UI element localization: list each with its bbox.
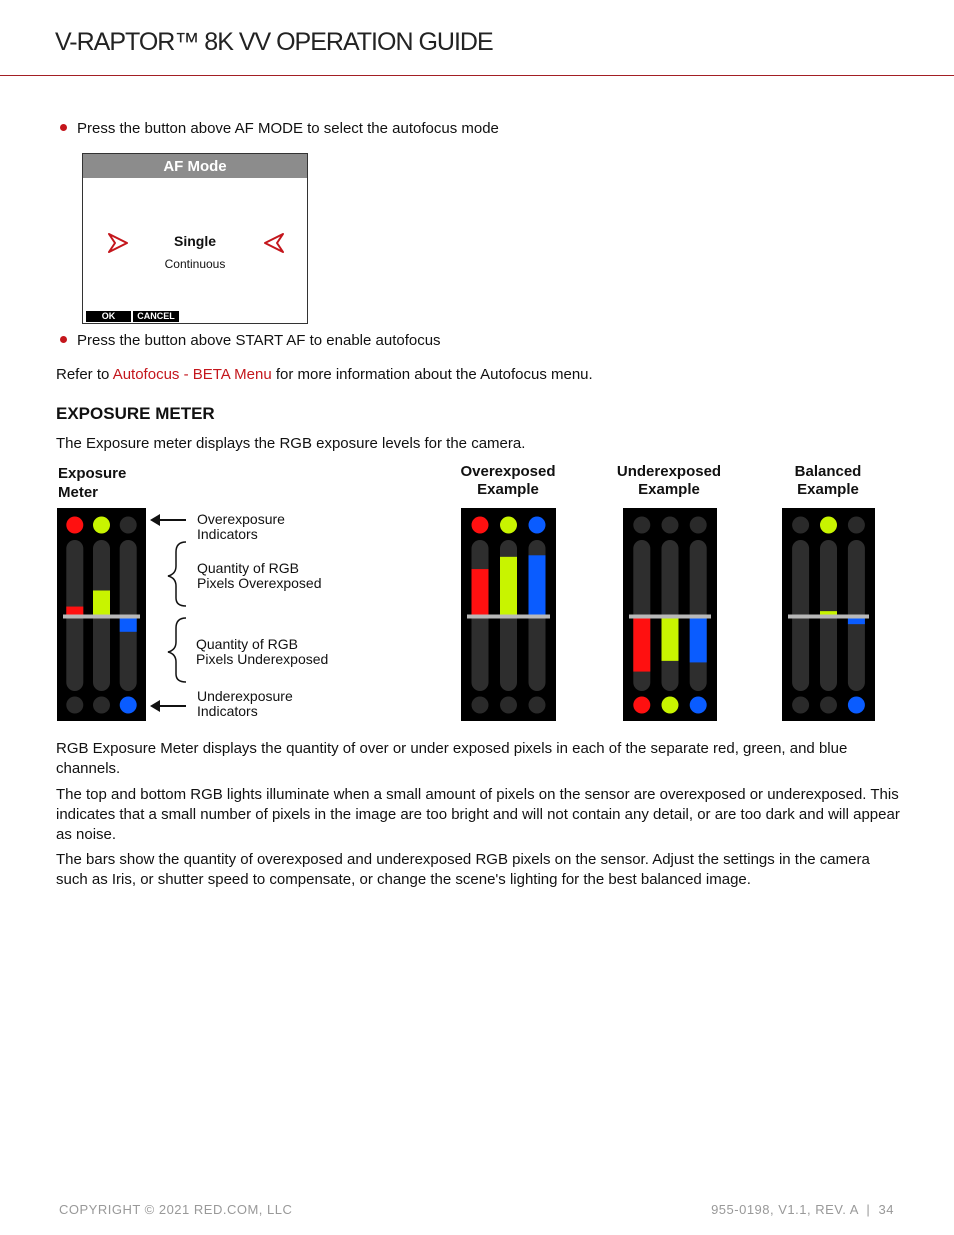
annotation-line: Underexposure [197,688,293,704]
overexposure-indicator-blue [120,517,137,534]
refer-suffix: for more information about the Autofocus menu. [271,366,593,383]
left-arrow-icon [150,700,186,712]
overexposure-indicator-red [633,517,650,534]
example-label-line: Overexposed [460,463,556,480]
brace-icon [168,618,186,682]
annotation-line: Quantity of RGB [196,636,298,652]
annotation-line: Indicators [197,526,258,542]
overexposure-indicator-green [662,517,679,534]
exposure-bar-blue [529,555,546,616]
underexposure-indicator-red [633,697,650,714]
overexposure-indicators-label [197,512,285,542]
bullet-text: Press the button above START AF to enable autofocus [77,332,441,349]
example-label-line: Example [638,481,700,498]
meter-midline [788,615,869,619]
underexposed-example-meter [623,508,717,721]
quantity-underexposed-label [196,637,328,667]
exposure-meter [57,508,146,721]
exposure-bar-green [93,590,110,616]
overexposure-indicator-red [472,517,489,534]
footer-docref: 955-0198, V1.1, REV. A | 34 [711,1202,894,1217]
exposure-bar-red [472,569,489,616]
underexposure-indicator-green [662,697,679,714]
autofocus-menu-link[interactable]: Autofocus - BETA Menu [112,366,272,383]
refer-prefix: Refer to [56,366,113,383]
underexposure-indicator-green [93,697,110,714]
bullet-item [60,332,441,349]
exposure-bar-green [662,617,679,661]
left-pointing-arrow-icon[interactable] [263,232,285,254]
example-label-line: Example [797,481,859,498]
exposure-bar-green [500,557,517,617]
bullet-dot [60,124,67,131]
underexposure-indicator-red [792,697,809,714]
ok-button[interactable]: OK [86,311,131,322]
exposure-bar-blue [690,617,707,663]
annotation-line: Pixels Overexposed [197,575,322,591]
underexposure-indicator-blue [690,697,707,714]
overexposed-example-meter [461,508,556,721]
meter-midline [63,615,140,619]
meter-midline [467,615,550,619]
annotation-line: Overexposure [197,511,285,527]
underexposure-indicator-blue [848,697,865,714]
overexposure-indicator-green [93,517,110,534]
meter-midline [629,615,711,619]
balanced-example-meter [782,508,875,721]
underexposure-indicator-blue [120,697,137,714]
underexposure-indicator-green [500,697,517,714]
section-heading: EXPOSURE METER [56,404,215,423]
header-divider [0,75,954,76]
overexposure-indicator-blue [690,517,707,534]
brace-icon [168,542,186,606]
meter-label-line: Exposure [58,465,127,482]
af-option[interactable]: Continuous [164,257,226,271]
footer-copyright: COPYRIGHT © 2021 RED.COM, LLC [59,1202,293,1217]
underexposure-indicator-blue [529,697,546,714]
meter-label-line: Meter [58,484,99,501]
left-arrow-icon [150,514,186,526]
meter-label [58,464,126,502]
af-mode-dialog [82,153,308,324]
example-label [758,463,898,499]
section-intro: The Exposure meter displays the RGB exposure levels for the camera. [56,435,526,452]
overexposure-indicator-red [66,517,83,534]
annotation-line: Quantity of RGB [197,560,299,576]
annotation-line: Indicators [197,703,258,719]
af-dialog-title: AF Mode [83,154,307,178]
overexposure-indicator-green [820,517,837,534]
exposure-bar-red [633,617,650,672]
af-selected-option[interactable]: Single [173,233,216,249]
bullet-dot [60,336,67,343]
example-label-line: Example [477,481,539,498]
underexposure-indicator-red [66,697,83,714]
overexposure-indicator-blue [529,517,546,534]
quantity-overexposed-label [197,561,322,591]
underexposure-indicators-label [197,689,293,719]
body-paragraph: The top and bottom RGB lights illuminate when a small amount of pixels on the sensor are overexposed or underexposed. This indicates that a small number of pixels in the image are too bright and will not contain any detail, or are too dark and will appear as noise. [56,786,900,843]
overexposure-indicator-green [500,517,517,534]
bullet-item [60,120,499,137]
example-label-line: Balanced [794,463,862,480]
underexposure-indicator-red [472,697,489,714]
annotation-graphics [146,508,196,721]
cancel-button[interactable]: CANCEL [133,311,179,322]
page-title: V-RAPTOR™ 8K VV OPERATION GUIDE [55,28,493,56]
underexposure-indicator-green [820,697,837,714]
example-label [599,463,739,499]
body-paragraph: The bars show the quantity of overexposed and underexposed RGB pixels on the sensor. Adjust the settings in the camera such as Iris, or shutter speed to compensate, or change the scene's lighting for the best balanced image. [56,851,870,888]
overexposure-indicator-blue [848,517,865,534]
overexposure-indicator-red [792,517,809,534]
body-paragraph: RGB Exposure Meter displays the quantity of over or under exposed pixels in each of the separate red, green, and blue channels. [56,740,848,777]
annotation-line: Pixels Underexposed [196,651,329,667]
example-label [438,463,578,499]
exposure-bar-blue [120,617,137,632]
refer-paragraph [56,365,901,385]
example-label-line: Underexposed [616,463,722,480]
bullet-text: Press the button above AF MODE to select the autofocus mode [77,120,499,137]
